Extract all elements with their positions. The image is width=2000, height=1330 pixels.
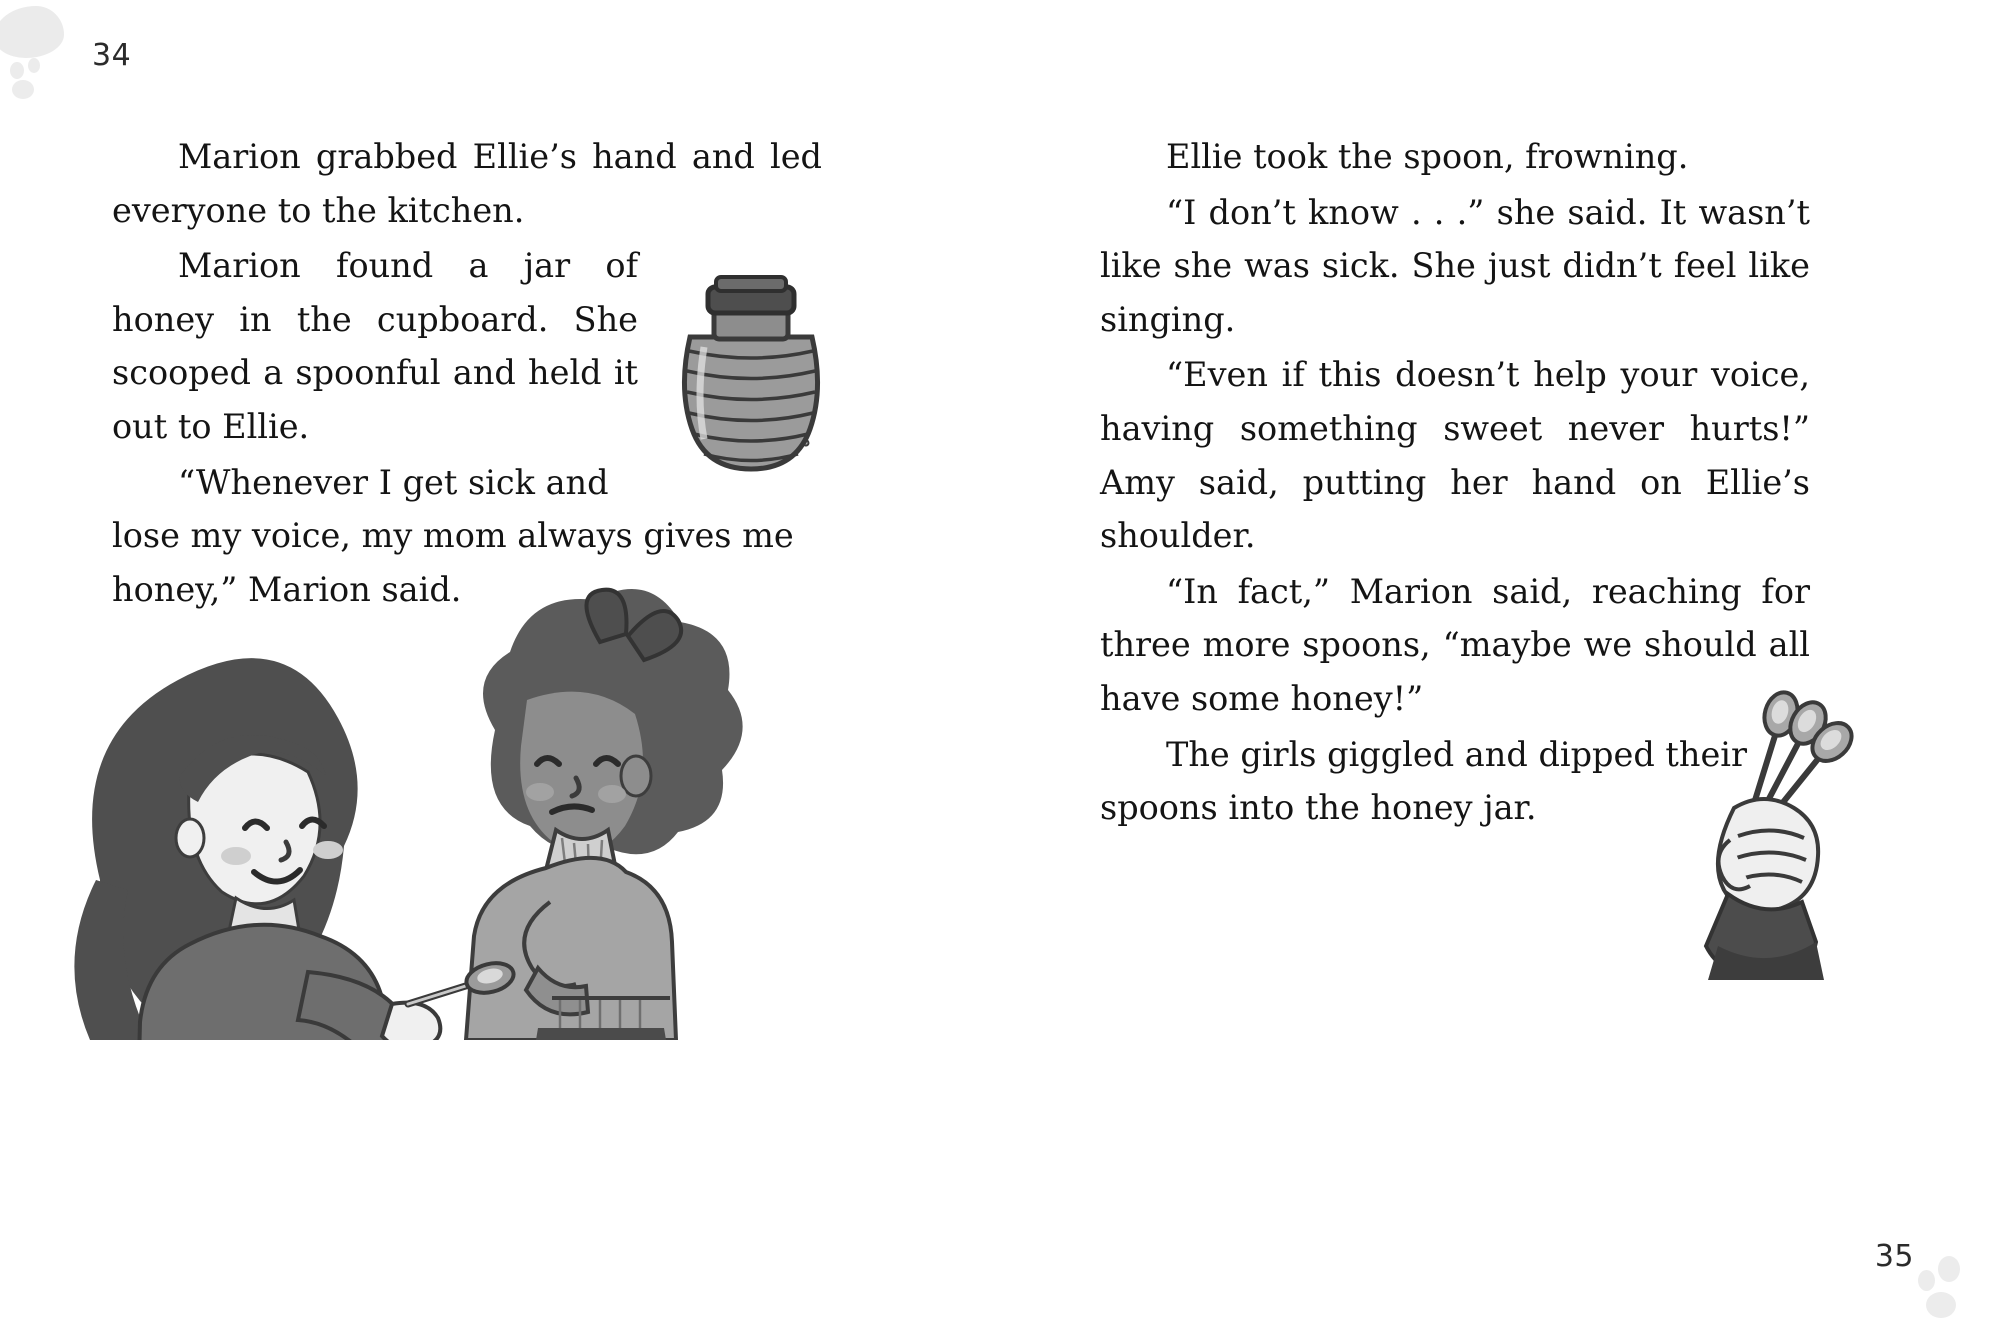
right-page-text-column [1100, 130, 1810, 837]
corner-blob-decoration [0, 6, 64, 58]
paragraph: Ellie took the spoon, frowning. [1166, 137, 1689, 176]
paw-print-icon-bottom-right [1918, 1256, 1982, 1320]
paragraph: “Even if this doesn’t help your voice, having something sweet never hurts!” Amy said, putting her hand on Ellie’s shoulder. [1100, 355, 1810, 556]
paragraph: “In fact,” Marion said, reaching for three more spoons, “maybe we should all have some honey!” [1100, 571, 1810, 718]
paragraph: The girls giggled and dipped their spoons into the honey jar. [1100, 734, 1747, 828]
hand-holding-spoons-illustration [1682, 690, 1882, 980]
paw-print-icon-top-left [10, 58, 56, 104]
page-number-left: 34 [92, 38, 132, 73]
page-number-right: 35 [1874, 1239, 1914, 1274]
paragraph: “Whenever I get sick and lose my voice, my mom always gives me honey,” Marion said. [112, 462, 794, 609]
honey-jar-illustration [656, 247, 846, 507]
paragraph: Marion grabbed Ellie’s hand and led everyone to the kitchen. [112, 137, 822, 230]
left-page-text-column [112, 130, 822, 618]
two-girls-illustration [40, 580, 780, 1040]
paragraph: Marion found a jar of honey in the cupboard. She scooped a spoonful and held it out to Ellie. [112, 246, 638, 446]
paragraph: “I don’t know . . .” she said. It wasn’t like she was sick. She just didn’t feel like singing. [1100, 192, 1810, 339]
